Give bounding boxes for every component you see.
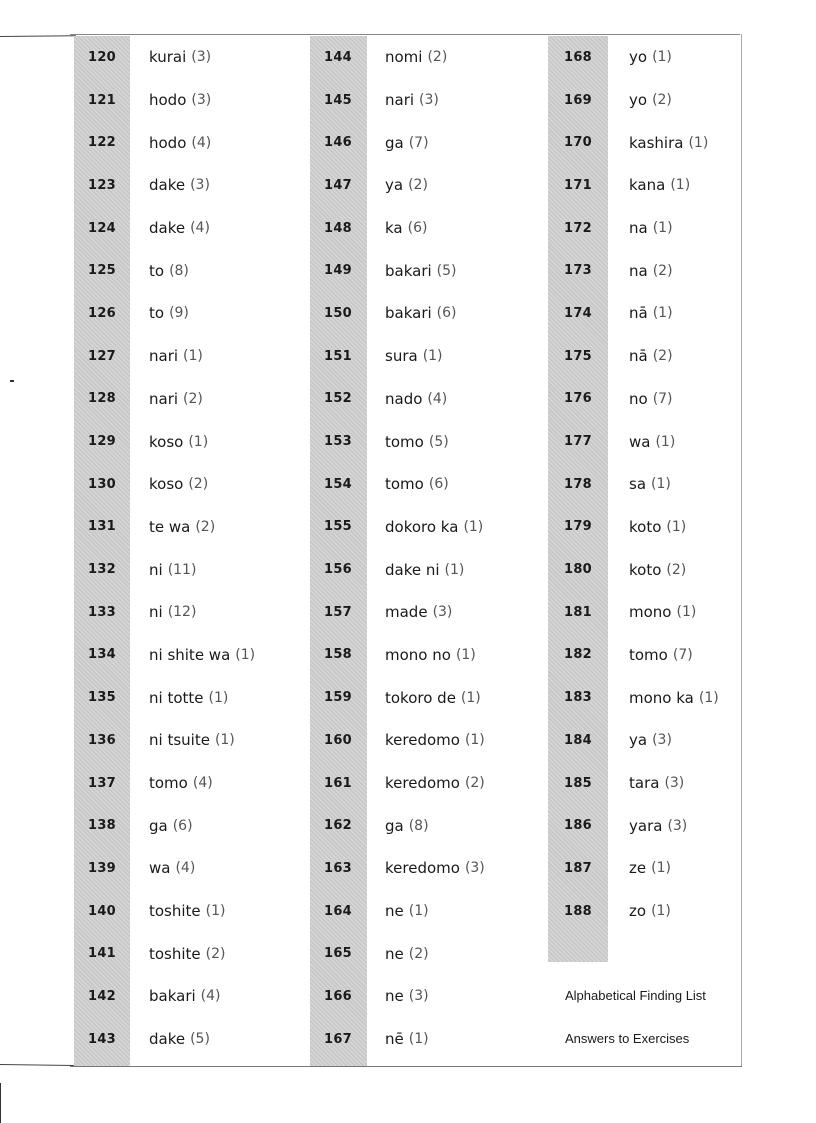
entry-term: koto <box>629 560 662 579</box>
entry-number: 120 <box>87 49 117 65</box>
index-entry[interactable] <box>548 79 742 122</box>
entry-number: 154 <box>323 476 353 492</box>
index-entry[interactable] <box>310 847 548 890</box>
entry-term: dake ni <box>385 560 440 579</box>
entry-number: 168 <box>563 49 593 65</box>
entry-term: ga <box>385 133 404 152</box>
entry-sense: (6) <box>436 305 457 322</box>
index-entry[interactable] <box>74 804 310 847</box>
entry-term: tomo <box>629 645 668 664</box>
index-column-3 <box>548 36 742 932</box>
entry-sense: (1) <box>460 689 481 706</box>
index-entry[interactable] <box>74 164 310 207</box>
entry-term: wa <box>629 432 651 451</box>
entry-number: 159 <box>323 690 353 706</box>
entry-sense: (1) <box>205 903 226 920</box>
index-entry[interactable] <box>310 164 548 207</box>
entry-term: dokoro ka <box>385 517 459 536</box>
entry-sense: (2) <box>652 348 673 365</box>
entry-term: ne <box>385 987 404 1006</box>
bottom-rule <box>0 1064 74 1066</box>
index-entry[interactable] <box>310 1018 548 1061</box>
entry-number: 147 <box>323 177 353 193</box>
entry-term: hodo <box>149 91 187 110</box>
entry-term: ni shite wa <box>149 645 231 664</box>
entry-number: 162 <box>323 818 353 834</box>
entry-term: ya <box>385 176 404 195</box>
entry-term: sura <box>385 347 418 366</box>
entry-number: 141 <box>87 946 117 962</box>
entry-sense: (3) <box>419 92 439 109</box>
entry-term: koto <box>629 517 662 536</box>
entry-sense: (1) <box>652 49 672 66</box>
entry-term: tomo <box>385 475 424 494</box>
entry-sense: (1) <box>408 903 429 920</box>
entry-sense: (3) <box>191 49 212 66</box>
entry-sense: (5) <box>190 1031 210 1048</box>
index-entry[interactable] <box>310 36 548 79</box>
index-entry[interactable] <box>74 378 310 421</box>
index-entry[interactable] <box>74 335 310 378</box>
entry-term: toshite <box>149 944 201 963</box>
entry-sense: (9) <box>169 305 189 322</box>
entry-number: 171 <box>563 177 593 193</box>
entry-number: 128 <box>87 391 117 407</box>
entry-sense: (3) <box>432 604 453 621</box>
entry-number: 158 <box>323 647 353 663</box>
entry-term: nari <box>149 347 179 366</box>
entry-term: ya <box>629 731 648 750</box>
entry-number: 163 <box>323 860 353 876</box>
entry-sense: (1) <box>444 561 465 578</box>
index-entry[interactable] <box>548 591 742 634</box>
entry-number: 130 <box>87 476 117 492</box>
entry-sense: (1) <box>688 134 709 151</box>
entry-number: 142 <box>87 988 117 1004</box>
bottom-rule <box>70 1066 742 1067</box>
entry-term: nado <box>385 389 423 408</box>
entry-sense: (4) <box>427 390 448 407</box>
index-entry[interactable] <box>548 762 742 805</box>
index-entry[interactable] <box>310 804 548 847</box>
entry-term: keredomo <box>385 859 460 878</box>
entry-number: 139 <box>87 860 117 876</box>
entry-sense: (1) <box>408 1031 429 1048</box>
entry-sense: (7) <box>672 646 693 663</box>
index-entry[interactable] <box>548 378 742 421</box>
index-column-2 <box>310 36 548 1061</box>
entry-sense: (6) <box>172 817 193 834</box>
entry-term: yo <box>629 91 648 110</box>
index-entry[interactable] <box>74 890 310 933</box>
entry-number: 121 <box>87 92 117 108</box>
entry-sense: (1) <box>183 348 203 365</box>
index-entry[interactable] <box>548 36 742 79</box>
entry-term: ni tsuite <box>149 731 210 750</box>
entry-sense: (1) <box>651 476 671 493</box>
entry-term: bakari <box>385 304 432 323</box>
entry-term: koso <box>149 432 184 451</box>
entry-sense: (2) <box>188 476 209 493</box>
index-entry[interactable] <box>310 634 548 677</box>
index-entry[interactable] <box>74 506 310 549</box>
entry-term: no <box>629 389 648 408</box>
entry-number: 180 <box>563 562 593 578</box>
index-entry[interactable] <box>310 975 548 1018</box>
entry-term: yo <box>629 48 648 67</box>
entry-term: nā <box>629 347 648 366</box>
entry-sense: (8) <box>169 262 189 279</box>
margin-mark <box>0 1083 1 1123</box>
entry-sense: (4) <box>175 860 196 877</box>
entry-number: 136 <box>87 732 117 748</box>
entry-term: tara <box>629 774 660 793</box>
top-rule <box>70 34 740 35</box>
index-entry[interactable] <box>548 506 742 549</box>
index-entry[interactable] <box>548 335 742 378</box>
index-entry[interactable] <box>310 79 548 122</box>
entry-sense: (2) <box>195 518 216 535</box>
index-entry[interactable] <box>548 548 742 591</box>
entry-number: 127 <box>87 348 117 364</box>
entry-term: ne <box>385 902 404 921</box>
entry-number: 143 <box>87 1031 117 1047</box>
entry-sense: (2) <box>652 92 672 109</box>
index-entry[interactable] <box>310 890 548 933</box>
margin-mark <box>10 380 14 382</box>
entry-sense: (1) <box>652 220 673 237</box>
finding-list-link[interactable]: Alphabetical Finding List <box>565 988 706 1003</box>
index-entry[interactable] <box>548 207 742 250</box>
entry-sense: (7) <box>408 134 429 151</box>
entry-term: nā <box>629 304 648 323</box>
index-entry[interactable] <box>548 249 742 292</box>
entry-number: 137 <box>87 775 117 791</box>
entry-sense: (8) <box>408 817 429 834</box>
entry-sense: (5) <box>436 262 457 279</box>
entry-number: 161 <box>323 775 353 791</box>
index-entry[interactable] <box>310 378 548 421</box>
entry-number: 170 <box>563 135 593 151</box>
index-entry[interactable] <box>74 548 310 591</box>
entry-term: ga <box>149 816 168 835</box>
index-entry[interactable] <box>310 676 548 719</box>
entry-term: mono no <box>385 645 451 664</box>
index-entry[interactable] <box>310 463 548 506</box>
entry-sense: (2) <box>652 262 673 279</box>
index-entry[interactable] <box>310 591 548 634</box>
entry-sense: (2) <box>464 775 485 792</box>
entry-number: 173 <box>563 263 593 279</box>
entry-number: 187 <box>563 860 593 876</box>
entry-number: 186 <box>563 818 593 834</box>
entry-sense: (6) <box>428 476 449 493</box>
entry-sense: (2) <box>408 945 429 962</box>
entry-term: ni totte <box>149 688 204 707</box>
entry-number: 129 <box>87 434 117 450</box>
entry-sense: (1) <box>455 646 476 663</box>
index-entry[interactable] <box>548 292 742 335</box>
index-entry[interactable] <box>310 506 548 549</box>
entry-term: sa <box>629 475 647 494</box>
entry-number: 183 <box>563 690 593 706</box>
entry-number: 175 <box>563 348 593 364</box>
entry-number: 160 <box>323 732 353 748</box>
entry-term: bakari <box>149 987 196 1006</box>
index-entry[interactable] <box>74 975 310 1018</box>
index-entry[interactable] <box>74 676 310 719</box>
index-entry[interactable] <box>548 804 742 847</box>
entry-sense: (1) <box>670 177 691 194</box>
index-entry[interactable] <box>74 719 310 762</box>
entry-term: wa <box>149 859 171 878</box>
index-entry[interactable] <box>548 121 742 164</box>
index-entry[interactable] <box>310 292 548 335</box>
entry-sense: (1) <box>422 348 443 365</box>
entry-number: 164 <box>323 903 353 919</box>
entry-number: 123 <box>87 177 117 193</box>
index-entry[interactable] <box>548 634 742 677</box>
entry-number: 176 <box>563 391 593 407</box>
entry-number: 132 <box>87 562 117 578</box>
entry-term: made <box>385 603 428 622</box>
entry-term: nē <box>385 1030 404 1049</box>
entry-sense: (3) <box>667 817 688 834</box>
entry-number: 169 <box>563 92 593 108</box>
entry-number: 153 <box>323 434 353 450</box>
entry-number: 174 <box>563 305 593 321</box>
top-rule <box>0 35 76 37</box>
entry-term: toshite <box>149 902 201 921</box>
index-entry[interactable] <box>310 207 548 250</box>
entry-sense: (3) <box>652 732 672 749</box>
index-entry[interactable] <box>74 292 310 335</box>
index-entry[interactable] <box>310 121 548 164</box>
entry-term: ka <box>385 219 403 238</box>
entry-sense: (1) <box>651 903 671 920</box>
entry-number: 155 <box>323 519 353 535</box>
entry-term: mono ka <box>629 688 694 707</box>
entry-term: ni <box>149 603 163 622</box>
entry-term: dake <box>149 219 186 238</box>
entry-number: 188 <box>563 903 593 919</box>
index-entry[interactable] <box>74 634 310 677</box>
entry-number: 166 <box>323 988 353 1004</box>
entry-sense: (3) <box>190 177 210 194</box>
entry-term: mono <box>629 603 672 622</box>
index-entry[interactable] <box>310 420 548 463</box>
entry-term: tomo <box>385 432 424 451</box>
entry-term: te wa <box>149 517 191 536</box>
entry-number: 177 <box>563 434 593 450</box>
entry-sense: (3) <box>191 92 212 109</box>
entry-term: na <box>629 261 648 280</box>
entry-sense: (11) <box>167 561 197 578</box>
entry-sense: (4) <box>191 134 212 151</box>
entry-term: keredomo <box>385 731 460 750</box>
entry-sense: (12) <box>167 604 197 621</box>
entry-sense: (3) <box>664 775 685 792</box>
entry-sense: (1) <box>188 433 209 450</box>
entry-number: 122 <box>87 135 117 151</box>
index-entry[interactable] <box>74 463 310 506</box>
entry-number: 140 <box>87 903 117 919</box>
entry-sense: (6) <box>407 220 428 237</box>
entry-term: kashira <box>629 133 684 152</box>
entry-sense: (4) <box>200 988 221 1005</box>
entry-sense: (1) <box>698 689 719 706</box>
entry-term: ne <box>385 944 404 963</box>
entry-sense: (2) <box>666 561 687 578</box>
entry-number: 150 <box>323 305 353 321</box>
index-entry[interactable] <box>74 420 310 463</box>
entry-sense: (4) <box>190 220 210 237</box>
index-entry[interactable] <box>548 164 742 207</box>
index-entry[interactable] <box>310 548 548 591</box>
entry-number: 157 <box>323 604 353 620</box>
index-entry[interactable] <box>310 719 548 762</box>
entry-term: dake <box>149 176 186 195</box>
entry-sense: (1) <box>208 689 229 706</box>
entry-number: 125 <box>87 263 117 279</box>
entry-number: 185 <box>563 775 593 791</box>
index-entry[interactable] <box>74 591 310 634</box>
entry-term: bakari <box>385 261 432 280</box>
entry-number: 165 <box>323 946 353 962</box>
entry-number: 179 <box>563 519 593 535</box>
index-entry[interactable] <box>74 121 310 164</box>
entry-sense: (1) <box>666 518 687 535</box>
entry-number: 167 <box>323 1031 353 1047</box>
index-entry[interactable] <box>548 676 742 719</box>
index-entry[interactable] <box>548 463 742 506</box>
entry-sense: (3) <box>464 860 485 877</box>
entry-sense: (2) <box>183 390 203 407</box>
entry-sense: (4) <box>192 775 213 792</box>
index-entry[interactable] <box>74 207 310 250</box>
entry-term: hodo <box>149 133 187 152</box>
entry-term: koso <box>149 475 184 494</box>
index-entry[interactable] <box>74 1018 310 1061</box>
index-entry[interactable] <box>74 79 310 122</box>
entry-number: 126 <box>87 305 117 321</box>
index-entry[interactable] <box>548 719 742 762</box>
index-entry[interactable] <box>310 932 548 975</box>
entry-sense: (7) <box>652 390 673 407</box>
entry-number: 134 <box>87 647 117 663</box>
entry-sense: (1) <box>235 646 256 663</box>
entry-sense: (5) <box>428 433 449 450</box>
entry-number: 135 <box>87 690 117 706</box>
entry-term: kana <box>629 176 666 195</box>
entry-term: tomo <box>149 774 188 793</box>
entry-term: nari <box>149 389 179 408</box>
entry-number: 152 <box>323 391 353 407</box>
entry-term: na <box>629 219 648 238</box>
index-entry[interactable] <box>310 249 548 292</box>
entry-sense: (2) <box>427 49 448 66</box>
entry-number: 145 <box>323 92 353 108</box>
entry-number: 149 <box>323 263 353 279</box>
answers-link[interactable]: Answers to Exercises <box>565 1031 690 1046</box>
entry-number: 151 <box>323 348 353 364</box>
entry-term: kurai <box>149 48 187 67</box>
entry-sense: (2) <box>408 177 428 194</box>
entry-number: 131 <box>87 519 117 535</box>
entry-term: dake <box>149 1030 186 1049</box>
index-entry[interactable] <box>74 249 310 292</box>
entry-number: 156 <box>323 562 353 578</box>
index-entry[interactable] <box>74 847 310 890</box>
entry-number: 182 <box>563 647 593 663</box>
entry-term: ze <box>629 859 647 878</box>
entry-sense: (1) <box>214 732 235 749</box>
entry-number: 144 <box>323 49 353 65</box>
entry-sense: (1) <box>651 860 671 877</box>
entry-sense: (1) <box>463 518 484 535</box>
entry-number: 172 <box>563 220 593 236</box>
index-entry[interactable] <box>310 762 548 805</box>
entry-number: 184 <box>563 732 593 748</box>
entry-term: tokoro de <box>385 688 456 707</box>
entry-term: yara <box>629 816 663 835</box>
entry-term: nomi <box>385 48 423 67</box>
entry-sense: (1) <box>676 604 697 621</box>
index-entry[interactable] <box>548 847 742 890</box>
entry-sense: (3) <box>408 988 429 1005</box>
entry-term: zo <box>629 902 647 921</box>
index-column-1 <box>74 36 310 1061</box>
entry-number: 124 <box>87 220 117 236</box>
entry-number: 133 <box>87 604 117 620</box>
index-entry[interactable] <box>74 762 310 805</box>
entry-number: 178 <box>563 476 593 492</box>
entry-number: 181 <box>563 604 593 620</box>
entry-term: to <box>149 304 165 323</box>
entry-number: 148 <box>323 220 353 236</box>
entry-sense: (1) <box>652 305 673 322</box>
entry-term: ga <box>385 816 404 835</box>
entry-sense: (1) <box>464 732 485 749</box>
entry-term: to <box>149 261 165 280</box>
entry-number: 138 <box>87 818 117 834</box>
entry-term: keredomo <box>385 774 460 793</box>
index-entry[interactable] <box>74 36 310 79</box>
entry-term: nari <box>385 91 415 110</box>
index-entry[interactable] <box>310 335 548 378</box>
index-entry[interactable] <box>548 890 742 933</box>
entry-sense: (1) <box>655 433 676 450</box>
index-entry[interactable] <box>74 932 310 975</box>
entry-sense: (2) <box>205 945 226 962</box>
index-entry[interactable] <box>548 420 742 463</box>
entry-number: 146 <box>323 135 353 151</box>
entry-term: ni <box>149 560 163 579</box>
